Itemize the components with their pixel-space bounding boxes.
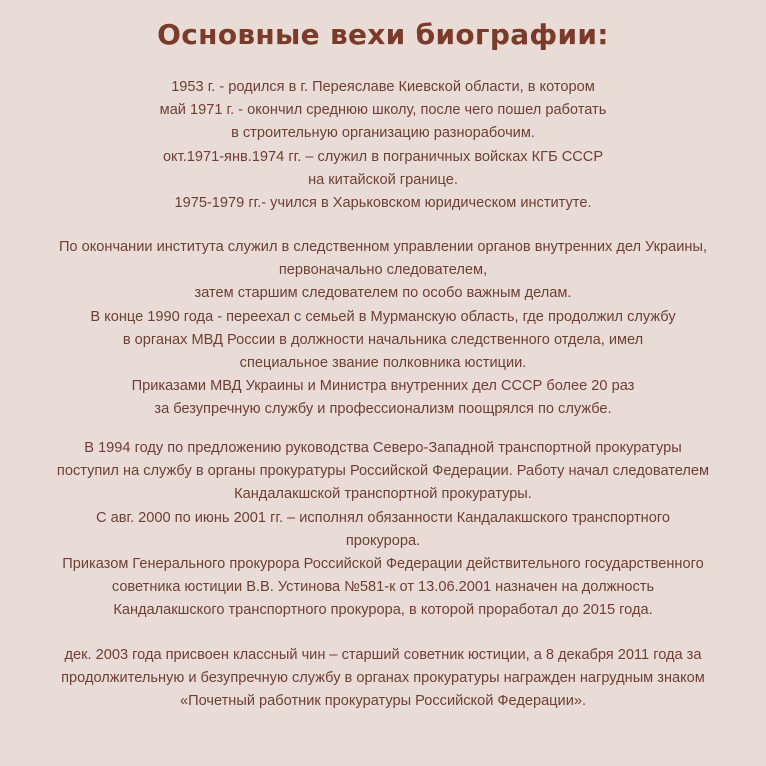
text-line: за безупречную службу и профессионализм поощрялся по службе. <box>154 401 612 418</box>
text-line: затем старшим следователем по особо важным делам. <box>194 285 572 302</box>
text-line: май 1971 г. - окончил среднюю школу, после чего пошел работать <box>159 102 607 119</box>
paragraph-police-service <box>0 236 766 422</box>
text-line: С авг. 2000 по июнь 2001 гг. – исполнял обязанности Кандалакшского транспортного <box>96 509 670 526</box>
text-line: Кандалакшской транспортной прокуратуры. <box>234 486 532 503</box>
text-line: 1975-1979 гг.- учился в Харьковском юридическом институте. <box>174 195 592 212</box>
paragraph-early-life <box>0 76 766 215</box>
text-line: специальное звание полковника юстиции. <box>239 355 527 372</box>
text-line: Приказом Генерального прокурора Российской Федерации действительного государственного <box>62 556 704 573</box>
text-line: дек. 2003 года присвоен классный чин – старший советник юстиции, а 8 декабря 2011 года за <box>64 647 702 663</box>
text-line: в строительную организацию разнорабочим. <box>231 125 535 142</box>
text-line: поступил на службу в органы прокуратуры Российской Федерации. Работу начал следователем <box>56 463 710 480</box>
text-line: 1953 г. - родился в г. Переяславе Киевской области, в котором <box>171 79 595 95</box>
page-title: Основные вехи биографии: <box>157 18 609 51</box>
text-line: в органах МВД России в должности начальника следственного отдела, имел <box>122 331 644 348</box>
text-line: В 1994 году по предложению руководства Северо-Западной транспортной прокуратуры <box>84 440 682 456</box>
paragraph-prosecutor-service <box>0 437 766 623</box>
text-line: «Почетный работник прокуратуры Российской Федерации». <box>179 693 587 710</box>
text-line: В конце 1990 года - переехал с семьей в Мурманскую область, где продолжил службу <box>90 308 676 325</box>
text-line: окт.1971-янв.1974 гг. – служил в пограничных войсках КГБ СССР <box>162 148 604 165</box>
text-line: советника юстиции В.В. Устинова №581-к от 13.06.2001 назначен на должность <box>111 579 655 596</box>
text-line: Кандалакшского транспортного прокурора, в которой проработал до 2015 года. <box>113 602 653 619</box>
text-line: на китайской границе. <box>308 171 458 188</box>
text-line: Приказами МВД Украины и Министра внутренних дел СССР более 20 раз <box>131 378 635 395</box>
paragraph-awards <box>0 644 766 714</box>
text-line: первоначально следователем, <box>278 262 488 279</box>
text-line: По окончании института служил в следственном управлении органов внутренних дел Украины, <box>58 239 708 255</box>
text-line: прокурора. <box>345 532 421 549</box>
text-line: продолжительную и безупречную службу в органах прокуратуры награжден нагрудным знаком <box>61 670 705 687</box>
